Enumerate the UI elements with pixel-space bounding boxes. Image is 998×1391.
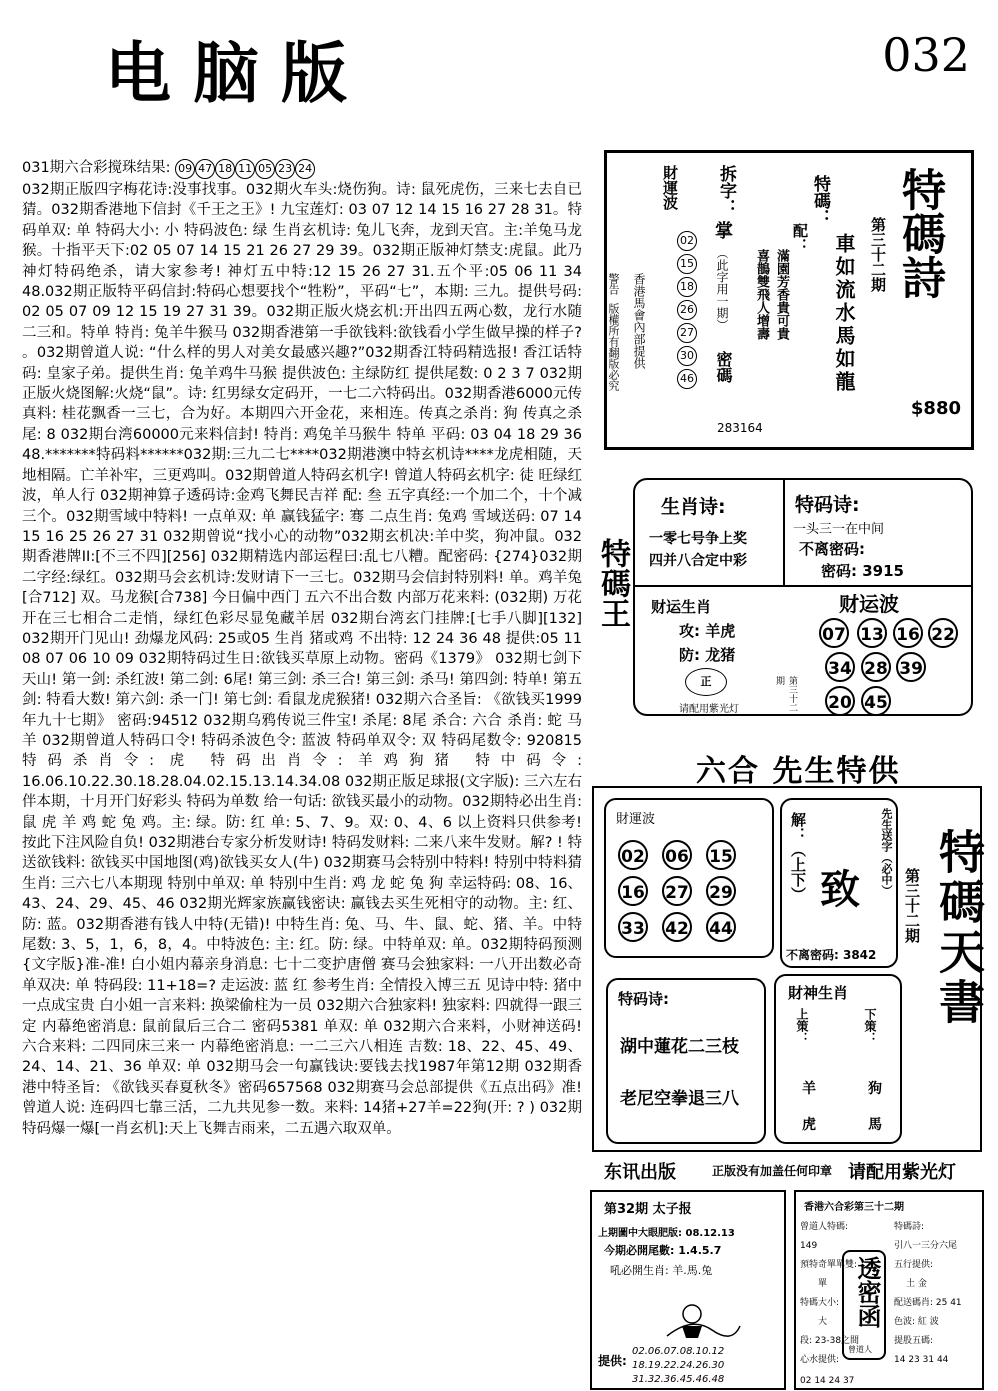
letter-left-item: 單 [818,1279,828,1289]
letter-right [894,1218,984,1370]
results-label: 031期六合彩搅珠结果: [22,160,171,176]
letter-left-item: 預特奇單單雙: [800,1260,858,1270]
king-right-divider [783,585,973,587]
wave-ball: 34 [825,652,855,682]
zodiac-line2: 四并八合定中彩 [649,553,747,569]
king-h-divider [635,585,785,587]
wave-ball: 22 [928,618,958,648]
upper-label: 上策： [795,1008,809,1044]
special-poem-title: 特码诗: [795,494,860,516]
letter-bottom-numbers: 02 14 24 37 [800,1376,855,1386]
letter-right-item: 配送碼肖: 25 41 [894,1298,962,1308]
wave-ball: 20 [825,686,855,716]
split-char: 掌 [715,221,733,242]
king-title: 特碼王 [595,538,630,628]
solve-label: 解：（上下） [789,812,807,902]
heaven-god-box [774,974,902,1144]
secret-letter-box [794,1190,984,1390]
prince-numbers-label: 提供: [598,1354,627,1368]
heaven-header: 六合 先生特供 [696,754,901,789]
letter-right-item: 色波: 紅 波 [894,1317,939,1327]
king-box [633,478,973,716]
fortune-wave-title: 财运波 [839,592,899,616]
god-title: 財神生肖 [788,984,849,1002]
poem-special-label: 特碼： [810,175,830,226]
fortune-numbers [677,229,701,390]
special-poem-line: 一头三一在中间 [793,522,885,537]
source-note: 香港馬會內部提供 [632,273,646,369]
prince-box [590,1190,786,1390]
split-label: 拆字： [716,165,736,216]
heaven-poem-box [606,978,766,1144]
heaven-wave-title: 財運波 [616,812,656,827]
upper-item: 虎 [802,1117,816,1133]
heaven-ball: 15 [706,840,736,870]
wave-ball: 07 [819,618,849,648]
poem-pair-line1: 滿園芳香貴可貴 [774,249,789,340]
heaven-ball: 16 [618,876,648,906]
split-note: （此字用一期） [715,247,729,331]
heaven-ball: 06 [662,840,692,870]
poem-main-line: 車如流水馬如龍 [832,233,856,394]
prince-line1: 上期圖中大眼肥版: 08.12.13 [598,1228,735,1239]
result-ball: 24 [295,159,315,179]
letter-right-item: 特碼詩: [894,1222,925,1232]
heaven-wave-box [604,798,774,958]
letter-right-item: 14 23 31 44 [894,1355,949,1365]
wave-ball: 28 [861,652,891,682]
heaven-ball: 29 [706,876,736,906]
poem-pair-label: 配： [791,223,809,253]
fortune-ball: 27 [677,323,697,343]
main-article [22,158,582,1139]
heaven-outer-box [592,786,986,1152]
letter-center-title: 透密函 [853,1256,882,1328]
fortune-ball: 26 [677,300,697,320]
upper-item: 羊 [802,1081,816,1097]
result-ball: 47 [195,159,215,179]
heaven-poem-title: 特码诗: [618,990,669,1008]
fortune-ball: 18 [677,277,697,297]
fortune-zodiac-title: 财运生肖 [651,598,712,616]
fortune-ball: 02 [677,231,697,251]
heaven-wave-grid [618,840,768,942]
fortune-ball: 15 [677,254,697,274]
heaven-side-period: 第三十二期 [903,868,921,943]
stamp [685,668,727,696]
king-vertical-divider [783,480,785,585]
heaven-side-title: 特碼天書 [932,828,986,1028]
publisher-name: 东讯出版 [604,1162,676,1183]
lower-item: 馬 [868,1117,882,1133]
heaven-secret: 不离密码: 3842 [786,948,877,962]
king-period: 第三十二期 [774,676,797,712]
box-code: 283164 [717,421,763,435]
wave-ball: 13 [857,618,887,648]
prince-drawing-icon [662,1286,742,1346]
result-ball: 05 [255,159,275,179]
prince-numbers-row: 18.19.22.24.26.30 [632,1360,725,1371]
letter-center-box [842,1250,886,1360]
letter-right-item: 五行提供: [894,1260,934,1270]
letter-header: 香港六合彩第三十二期 [804,1202,904,1213]
lower-item: 狗 [868,1081,882,1097]
poem-box-period: 第三十二期 [869,217,887,292]
zodiac-line1: 一零七号争上奖 [649,531,747,547]
letter-left-item: 段: 23-38之間 [800,1336,860,1346]
defend-line: 防: 龙猪 [679,646,736,664]
result-ball: 09 [175,159,195,179]
king-footer-note: 请配用紫光灯 [679,704,739,715]
fortune-wave-label: 財運波 [661,165,679,210]
result-ball: 18 [215,159,235,179]
heaven-poem-line2: 老尼空拳退三八 [620,1089,739,1109]
warning-label: 警告 [607,273,620,295]
wave-grid [819,618,969,716]
attack-line: 攻: 羊虎 [679,622,736,640]
article-body: 032期正版四字梅花诗:没事找事。032期火车头:烧伤狗。诗: 鼠死虎伤，三来七去自已猜。032期香港地下信封《千王之王》! 九宝莲灯: 03 07 12 14 15 16 27 28 31。特码单双: 单 特码大小: 小 特码波色: 绿 生肖玄机诗: 兔儿飞奔，龙到天宫。主:羊兔马龙猴。十指平天下:02 05 07 14 15 21 26 27 29 39。032期正版神灯禁支:虎鼠。此乃神灯特码绝杀，请大家参考! 神灯五中特:12 15 26 27 31.五个平:05 06 11 34 48.032期正版特平码信封:特码心想要找个“牲粉”，平码“七”，本期: 三九。提供号码: 02 05 07 09 12 15 19 27 31 39。032期正版火烧玄机:开出四五两心数，龙行水随二三和。特单 特肖: 兔羊牛猴马 032期香港第一手欲钱料:欲钱看小学生做早操的样子? 。032期曾道人说: “什么样的男人对美女最感兴趣?”032期香江特码精选报! 香江话特码: 皇家子弟。提供生肖: 兔羊鸡牛马猴 提供波色: 主绿防红 提供尾数: 0 2 3 7 032期正版火烧图解:火烧“鼠”。诗: 红男绿女定码开，一七二六特码出。032期香港6000元传真料: 桂花飘香一三七，合为好。本期四六开金花，来相连。传真之杀肖: 狗 传真之杀尾: 8 032期台湾60000元来料信封! 特肖: 鸡兔羊马猴牛 特单 平码: 03 04 18 29 36 48.*******特码料******032期:三九二七****032期港澳中特玄机诗****龙虎相随，天地相隔。亡羊补牢，三更鸡叫。032期曾道人特码玄机字! 曾道人特码玄机字: 徒 旺绿红波，单人行 032期神算子透码诗:金鸡飞舞民吉祥 配: 叁 五字真经:一个加二个，十个减三个。032期雪域中特料! 一点单双: 单 赢钱猛字: 骞 二点生肖: 兔鸡 雪域送码: 07 14 15 16 25 26 27 31 032期曾说“找小心的动物”032期玄机决:羊中奖，狗冲鼠。032期香港牌II:[不三不四][256] 032期精选内部运程曰:乱七八糟。配密码: {274}032期二字经:绿红。032期马会玄机诗:发财请下一三七。032期马会信封特别料! 单。鸡羊兔[合712] 双。马龙猴[合738] 今日偏中西门 五六不出合数 内部万花来料: (032期) 万花开在三七相合二走悄，绿红色彩尽显兔藏羊居 032期台湾玄门挂牌:[七手八脚][132] 032期开门见山! 劲爆龙风码: 25或05 生肖 猪或鸡 不出特: 12 24 36 48 提供:05 11 08 07 06 10 09 032期特码过生日:欲钱买草原上动物。密码《1379》 032期七剑下天山! 第一剑: 杀红波! 第二剑: 6尾! 第三剑: 杀三合! 第三剑: 杀马! 第四剑: 特单! 第五剑: 特看大数! 第六剑: 杀一门! 第七剑: 看鼠龙虎猴猪! 032期六合圣旨: 《欲钱买1999年九十七期》 密码:94512 032期乌鸦传说三件宝! 杀尾: 8尾 杀合: 六合 杀肖: 蛇 马 羊 032期曾道人特码口令! 特码杀波色令: 蓝波 特码单双令: 双 特码尾数令: 920815 特码杀肖令: 虎 特码出肖令: 羊鸡狗猪 特中码令: 16.06.10.22.30.18.28.04.02.15.13.14.34.08 032期正版足球报(文字版): 三六左右伴本期，十月开门好彩头 特码为单数 给一句话: 欲钱买最小的动物。032期特必出生肖: 鼠 虎 羊 鸡 蛇 兔 鸡。主: 绿。防: 红 单: 5、7、9。双: 0、4、6 以上资料只供参考! 按此下注风险自负! 032期港台专家分析发财诗! 特码发财料: 二来八来牛发财。解? ! 特送欲钱料: 欲钱买中国地图(鸡)欲钱买女人(牛) 032期赛马会特别中特料! 特别中特料猜生肖: 三六七八本期现 特别中单双: 单 特别中生肖: 鸡 龙 蛇 兔 狗 幸运特码: 08、16、43、24、29、45、46 032期光辉家族赢钱密诀: 赢钱去买生死相守的动物。主: 红、防: 蓝。032期香港有钱人中特(无错)! 中特生肖: 兔、马、牛、鼠、蛇、猪、羊。中特尾数: 3、5，1，6，8，4。中特波色: 主: 红。防: 绿。中特单双: 单。032期特码预测{文字版}准-准! 白小姐内幕亲身消息: 七十二变护唐僧 赛马会独家料: 一八开出数必奇 单双决: 单 特码段: 11+18=? 走运波: 蓝 红 参考生肖: 全情投入博三五 见诗中特: 猪中一点成宝贵 白小姐一言来料: 换梁偷柱为一员 032期六合独家料! 独家料: 四就得一跟三定 内幕绝密消息: 鼠前鼠后三合二 密码5381 单双: 单 032期六合来料，小财神送码! 六合来料: 二四同床三来一 内幕绝密消息: 一二三六八相连 吉数: 18、22、45、49、24、14、21、36 单双: 单 032期马会一句赢钱诀:要钱去找1987年第12期 032期香港中特圣旨: 《欲钱买春夏秋冬》密码657568 032期赛马会总部提供《五点出码》准! 曾道人说: 连码四七靠三活，二九共见参一数。来料: 14猪+27羊=22狗(开: ? ) 032期特码爆一爆[一肖玄机]:天上飞舞吉雨来，二五遇六取双单。 [22,182,582,1137]
prince-line3: 吼必開生肖: 羊.馬.兔 [610,1264,713,1277]
prince-illustration [662,1286,742,1346]
issue-number: 032 [882,28,970,82]
publisher-lamp: 请配用紫光灯 [848,1162,956,1183]
letter-right-item: 土 金 [906,1279,927,1289]
prince-line2: 今期必開尾數: 1.4.5.7 [604,1244,722,1257]
fortune-ball: 46 [677,369,697,389]
prince-numbers-row: 31.32.36.45.46.48 [632,1374,725,1385]
prince-numbers-row: 02.06.07.08.10.12 [632,1346,725,1357]
wave-ball: 45 [861,686,891,716]
wave-ball: 16 [893,618,923,648]
letter-left-item: 大 [818,1317,828,1327]
stamp-text: 正 [700,675,712,688]
publisher-notice: 正版没有加盖任何印章 [712,1164,833,1178]
secret-label: 密碼 [714,351,733,383]
heaven-ball: 42 [662,912,692,942]
wave-ball: 39 [896,652,926,682]
zodiac-poem-title: 生肖诗: [661,496,726,518]
prince-header: 第32期 太子报 [604,1202,692,1217]
result-ball: 23 [275,159,295,179]
heaven-ball: 33 [618,912,648,942]
heaven-solve-box [780,798,898,968]
letter-left-item: 曾道人特碼: 149 [800,1222,849,1251]
special-poem-box [604,150,974,450]
letter-right-item: 引八一三分六尾 [894,1241,958,1251]
mister-note: 先生送字（必中） [880,808,893,896]
heaven-char: 致 [820,866,860,913]
letter-right-item: 提股五碼: [894,1336,934,1346]
heaven-ball: 27 [662,876,692,906]
letter-left-item: 特碼大小: [800,1298,840,1308]
heaven-ball: 02 [618,840,648,870]
lower-label: 下策： [863,1008,877,1044]
letter-left-item: 心水提供: [800,1355,840,1365]
poem-pair-line2: 喜鵲雙飛人增壽 [754,249,769,340]
warning-text: 版權所有翻版必究 [607,303,620,391]
page-title: 电脑版 [105,34,369,112]
secret-title: 不离密码: [799,540,865,558]
result-ball: 11 [235,159,255,179]
secret-value: 密码: 3915 [821,562,904,580]
letter-center-sub: 曾道人 [848,1345,872,1354]
poem-box-price: $880 [910,398,961,419]
heaven-ball: 44 [706,912,736,942]
fortune-ball: 30 [677,346,697,366]
results-line [22,158,582,180]
heaven-poem-line1: 湖中蓮花二三枝 [620,1037,739,1057]
poem-box-title: 特碼詩 [894,167,945,299]
